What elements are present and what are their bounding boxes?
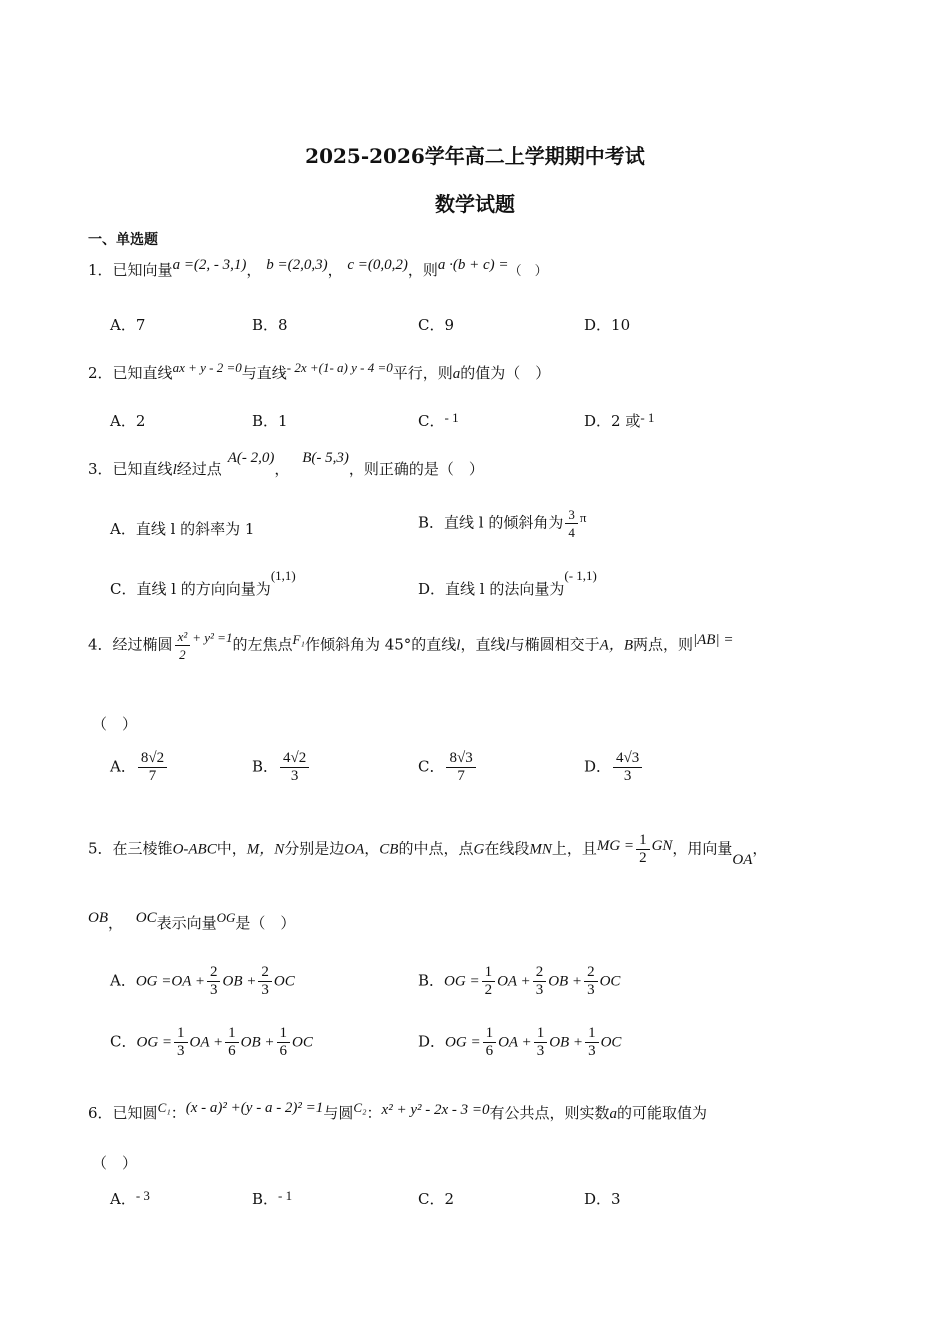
option-expr: OG = <box>136 1034 173 1051</box>
question-text: 在三棱锥 <box>112 839 173 858</box>
question-number: 2． <box>88 364 113 382</box>
question-text: 分别是边 <box>284 839 345 858</box>
q3-option-a: A．直线 l 的斜率为 1 <box>110 520 255 538</box>
option-label: B． <box>252 757 279 776</box>
fraction: $\frac{4√2}{3}$ <box>280 750 309 785</box>
point-a: A(- 2,0) <box>227 450 275 466</box>
question-text: 已知向量 <box>112 261 173 279</box>
ellipse-equation: + y² =1 <box>192 629 233 645</box>
question-1: 1．已知向量a =(2, - 3,1)， b =(2,0,3)， c =(0,0,2)，则a ·(b + c) =（ ） <box>88 257 548 279</box>
option-expr: OC <box>273 973 295 990</box>
circle-c1: C₁ <box>157 1100 171 1115</box>
fraction-half: $\frac{1}{2}$ <box>636 832 650 867</box>
q6-answer-paren: （ ） <box>92 1154 138 1172</box>
option-value: - 1 <box>278 1188 293 1203</box>
question-text: 已知直线 <box>112 364 173 382</box>
option-expr: OG =OA + <box>135 973 205 990</box>
q6-option-c: C．2 <box>418 1190 455 1208</box>
question-text: 上，且 <box>551 839 597 858</box>
q3-option-c <box>110 568 296 599</box>
vector-og: OG <box>216 910 236 925</box>
q4-option-a <box>110 750 169 785</box>
question-4 <box>88 628 733 663</box>
question-number: 5． <box>88 839 113 858</box>
question-number: 4． <box>88 635 113 654</box>
exam-title: 2025-2026学年高二上学期期中考试 <box>305 144 645 168</box>
q3-option-b <box>418 506 586 541</box>
option-label: D．2 或 <box>584 412 641 430</box>
option-value: - 3 <box>135 1188 150 1203</box>
question-text: 平行，则 <box>392 364 453 382</box>
ratio-left: MG = <box>596 837 635 854</box>
option-label: A． <box>110 971 136 990</box>
circle-c2-equation: x² + y² - 2x - 3 =0 <box>381 1102 490 1118</box>
question-text: ，则正确的是（ ） <box>348 460 484 478</box>
question-text: ， <box>364 839 380 858</box>
vector-c: c =(0,0,2) <box>347 257 408 273</box>
question-5: 5．在三棱锥O-ABC中，M，N分别是边OA，CB的中点，点G在线段MN上，且MG = $\frac{1}{2}$ GN，用向量OA， <box>88 832 768 868</box>
points-mn: M，N <box>246 841 285 858</box>
focus-f1: F₁ <box>292 631 305 647</box>
question-3: 3．已知直线l经过点A(- 2,0)， B(- 5,3)，则正确的是（ ） <box>88 450 484 478</box>
pi-symbol: π <box>579 509 587 525</box>
question-text: 的左焦点 <box>232 635 293 654</box>
q4-option-c <box>418 750 478 785</box>
section-heading: 一、单选题 <box>88 232 158 248</box>
question-text: 作倾斜角为 45°的直线 <box>304 635 457 654</box>
vector-b: b =(2,0,3) <box>266 257 328 273</box>
option-expr: OG = <box>445 1034 481 1051</box>
q1-option-a: A．7 <box>110 316 146 334</box>
segment-mn: MN <box>529 841 552 858</box>
question-text: 中， <box>216 839 247 858</box>
option-expr: OA + <box>498 1034 532 1051</box>
dot-product-expr: a ·(b + c) = <box>437 257 509 273</box>
q2-option-d <box>584 410 654 431</box>
option-label: A． <box>110 1190 136 1208</box>
option-label: B． <box>418 971 445 990</box>
option-label: D． <box>418 1032 446 1051</box>
question-5-cont: OB， OC表示向量OG是（ ） <box>88 910 296 932</box>
question-text: 两点，则 <box>633 635 694 654</box>
line-l: l <box>456 637 461 654</box>
option-expr: OB + <box>549 1034 584 1051</box>
chord-length: |AB| = <box>693 631 734 648</box>
question-text: 经过点 <box>176 460 222 478</box>
q5-option-d <box>418 1025 621 1060</box>
q6-option-d: D．3 <box>584 1190 621 1208</box>
fraction: $\frac{3}{4}$ <box>565 506 578 541</box>
q4-option-d <box>584 750 644 785</box>
option-expr: OC <box>292 1034 313 1051</box>
fraction: $\frac{4√3}{3}$ <box>613 750 642 785</box>
q2-option-a: A．2 <box>110 412 146 430</box>
option-value: - 1 <box>444 410 459 425</box>
question-text: 经过椭圆 <box>112 635 173 654</box>
vector-ob: OB <box>88 910 108 926</box>
q4-option-b <box>252 750 311 785</box>
question-text: 已知圆 <box>112 1104 158 1122</box>
question-text: ，用向量 <box>672 839 733 858</box>
line-l: l <box>172 462 177 478</box>
question-text: 的可能取值为 <box>617 1104 708 1122</box>
fraction: $\frac{2}{3}$ <box>258 964 272 999</box>
question-2 <box>88 362 550 383</box>
fraction: $\frac{1}{6}$ <box>225 1025 239 1060</box>
option-label: C． <box>418 757 445 776</box>
vector-oa: OA <box>732 851 753 868</box>
option-label: A． <box>110 757 136 776</box>
circle-c1-equation: (x - a)² +(y - a - 2)² =1 <box>185 1100 324 1116</box>
question-text: ，则 <box>407 261 438 279</box>
q5-option-a <box>110 964 295 999</box>
fraction: $\frac{1}{3}$ <box>585 1025 599 1060</box>
q1-option-d: D．10 <box>584 316 631 334</box>
option-label: D． <box>584 757 612 776</box>
question-text: 与椭圆相交于 <box>509 635 600 654</box>
question-text: 已知直线 <box>112 460 173 478</box>
question-text: ： <box>366 1104 382 1122</box>
option-value: (- 1,1) <box>564 568 597 583</box>
tetrahedron: O-ABC <box>172 841 217 858</box>
question-6 <box>88 1102 707 1123</box>
question-text: 在线段 <box>484 839 530 858</box>
question-text: 的中点，点 <box>398 839 474 858</box>
q6-option-b <box>252 1188 292 1209</box>
q1-option-b: B．8 <box>252 316 288 334</box>
fraction: $\frac{2}{3}$ <box>584 964 598 999</box>
question-text: 的值为（ ） <box>460 364 551 382</box>
point-b: B(- 5,3) <box>302 450 349 466</box>
option-expr: OB + <box>222 973 257 990</box>
question-text: 与圆 <box>323 1104 354 1122</box>
q5-option-b <box>418 964 620 999</box>
exam-subtitle: 数学试题 <box>435 192 515 216</box>
q3-option-d <box>418 568 597 599</box>
line-1-equation: ax + y - 2 =0 <box>172 360 242 375</box>
option-value: (1,1) <box>270 568 296 583</box>
question-text: 与直线 <box>241 364 287 382</box>
option-label: C． <box>110 1032 137 1051</box>
question-number: 3． <box>88 460 113 478</box>
option-expr: OA + <box>189 1034 224 1051</box>
answer-paren: （ ） <box>508 264 548 279</box>
option-expr: OA + <box>497 973 531 990</box>
variable-a: a <box>609 1106 618 1122</box>
option-expr: OB + <box>548 973 583 990</box>
fraction: $\frac{1}{3}$ <box>174 1025 188 1060</box>
edge-cb: CB <box>379 841 399 858</box>
option-label: B．直线 l 的倾斜角为 <box>418 513 564 532</box>
question-text: 有公共点，则实数 <box>489 1104 610 1122</box>
option-label: D．直线 l 的法向量为 <box>418 580 565 598</box>
option-label: B． <box>252 1190 279 1208</box>
question-text: 表示向量 <box>156 914 217 932</box>
q6-option-a <box>110 1188 150 1209</box>
option-expr: OC <box>600 1034 622 1051</box>
question-number: 6． <box>88 1104 113 1122</box>
vector-a: a =(2, - 3,1) <box>172 257 247 273</box>
fraction: $\frac{1}{6}$ <box>483 1025 497 1060</box>
option-label: C．直线 l 的方向向量为 <box>110 580 271 598</box>
line-2-equation: - 2x +(1- a) y - 4 =0 <box>286 360 393 375</box>
fraction: $\frac{1}{3}$ <box>534 1025 548 1060</box>
option-value: - 1 <box>640 410 655 425</box>
option-expr: OB + <box>240 1034 275 1051</box>
option-expr: OG = <box>444 973 480 990</box>
fraction: $\frac{2}{3}$ <box>207 964 221 999</box>
question-number: 1． <box>88 261 113 279</box>
fraction: $\frac{1}{6}$ <box>277 1025 291 1060</box>
ellipse-fraction: $\frac{\text{x²}}{2}$ <box>175 628 191 663</box>
variable-a: a <box>452 366 461 382</box>
fraction: $\frac{8√2}{7}$ <box>138 750 167 785</box>
circle-c2: C₂ <box>353 1100 367 1115</box>
fraction: $\frac{8√3}{7}$ <box>446 750 475 785</box>
point-g: G <box>473 841 485 858</box>
line-l: l <box>505 637 510 654</box>
vector-oc: OC <box>135 910 157 926</box>
question-text: ： <box>170 1104 186 1122</box>
ratio-right: GN <box>651 837 673 854</box>
option-expr: OC <box>599 973 621 990</box>
fraction: $\frac{1}{2}$ <box>482 964 496 999</box>
question-text: ，直线 <box>460 635 506 654</box>
q5-option-c <box>110 1025 313 1060</box>
points-ab: A，B <box>599 637 633 654</box>
edge-oa: OA <box>344 841 365 858</box>
q4-answer-paren: （ ） <box>92 715 138 733</box>
q2-option-c <box>418 410 459 431</box>
q2-option-b: B．1 <box>252 412 288 430</box>
fraction: $\frac{2}{3}$ <box>533 964 547 999</box>
question-text: 是（ ） <box>235 914 296 932</box>
option-label: C． <box>418 412 445 430</box>
q1-option-c: C．9 <box>418 316 455 334</box>
